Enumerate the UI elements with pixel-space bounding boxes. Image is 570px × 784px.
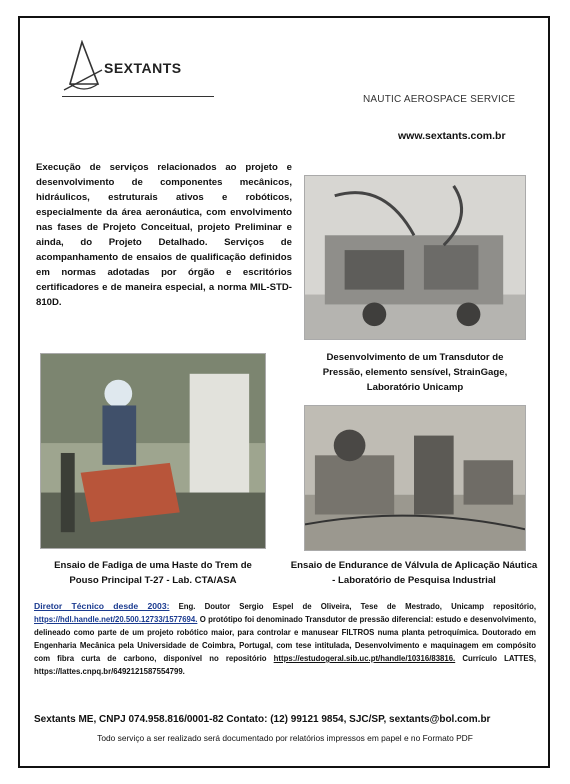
director-bio-part2: O protótipo foi denominado Transdutor de pressão diferencial: estudo e desenvolvimento, delineado como parte de um projeto robótico maior, para controlar e manusear FILTROS numa planta petroquímica. Doutorado em Engenharia Mecânica pela Universidade de Coimbra, Portugal, com tese intitulada, Desenvolvimento e maquinagem em compósito com fibra curta de carbono, disponível no repositório [34,615,536,663]
brand-tagline: NAUTIC AEROSPACE SERVICE [363,94,516,105]
director-bio-lead: Diretor Técnico desde 2003: [34,601,170,611]
doctorate-repository-link[interactable]: https://estudogeral.sib.uc.pt/handle/10316/83816. [273,654,456,663]
thesis-repository-link[interactable]: https://hdl.handle.net/20.500.12733/1577694. [34,615,198,624]
website-link[interactable]: www.sextants.com.br [398,130,506,142]
logo-underline [62,96,214,97]
fatigue-test-photo [40,353,266,549]
fatigue-test-caption: Ensaio de Fadiga de uma Haste do Trem de Pouso Principal T-27 - Lab. CTA/ASA [54,560,252,586]
transducer-caption: Desenvolvimento de um Transdutor de Pressão, elemento sensível, StrainGage, Laboratório Unicamp [322,352,508,393]
valve-endurance-caption: Ensaio de Endurance de Válvula de Aplicação Náutica - Laboratório de Pesquisa Industrial [290,560,538,586]
footer-note: Todo serviço a ser realizado será documentado por relatórios impressos em papel e no Formato PDF [97,733,473,743]
director-bio-part3: Currículo LATTES, https://lattes.cnpq.br/6492121587554799. [34,654,536,676]
transducer-photo [304,175,526,340]
brand-name: SEXTANTS [104,60,182,76]
valve-endurance-photo [304,405,526,551]
services-intro-text: Execução de serviços relacionados ao projeto e desenvolvimento de componentes mecânicos, hidráulicos, estruturais ativos e robóticos, especialmente da área aeronáutica, com envolvimento nas fases de Projeto Conceitual, projeto Preliminar e ainda, do Projeto Detalhado. Serviços de acompanhamento de ensaios de qualificação definidos em normas adotadas por órgão e escritórios certificadores e de maneira especial, a norma MIL-STD-810D. [36,162,292,308]
contact-line: Sextants ME, CNPJ 074.958.816/0001-82 Contato: (12) 99121 9854, SJC/SP, sextants@bol.com.br [34,714,491,725]
director-bio [34,600,536,678]
director-bio-part1: Eng. Doutor Sergio Espel de Oliveira, Tese de Mestrado, Unicamp repositório, [169,602,536,611]
